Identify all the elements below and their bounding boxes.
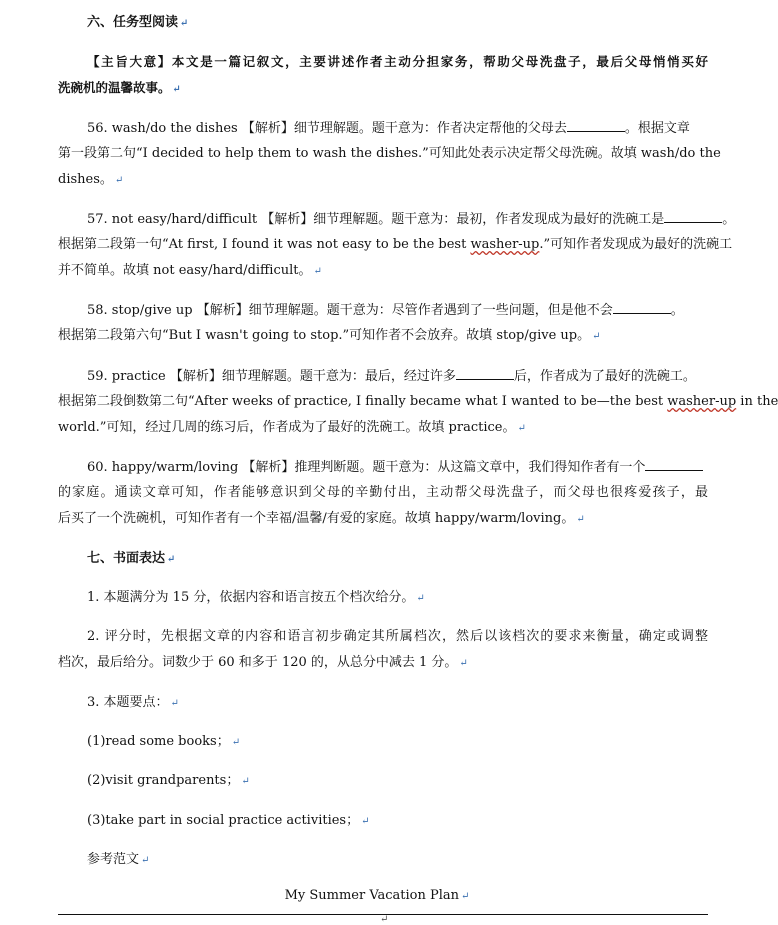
q58-line-1: 58. stop/give up 【解析】细节理解题。题干意为：尽管作者遇到了一些问题，但是他不会 。 bbox=[87, 303, 684, 318]
summary-line-2: 洗碗机的温馨故事。 ↵ bbox=[58, 80, 181, 95]
q56-line-1: 56. wash/do the dishes 【解析】细节理解题。题干意为：作者决定帮他的父母去 。根据文章 bbox=[87, 121, 690, 136]
answer-blank bbox=[664, 210, 722, 223]
q56-line-3: dishes。 ↵ bbox=[58, 172, 124, 187]
page-footer-mark: ↵ bbox=[380, 914, 389, 925]
answer-blank bbox=[613, 301, 671, 314]
answer-blank bbox=[456, 367, 514, 380]
rule-3: 3. 本题要点： ↵ bbox=[87, 695, 179, 710]
q56-line-2: 第一段第二句“I decided to help them to wash the dishes.”可知此处表示决定帮父母洗碗。故填 wash/do the bbox=[58, 146, 721, 161]
rule-2-line-1: 2. 评分时，先根据文章的内容和语言初步确定其所属档次，然后以该档次的要求来衡量，确定或调整 bbox=[87, 629, 708, 644]
q57-line-1: 57. not easy/hard/difficult 【解析】细节理解题。题干意为：最初，作者发现成为最好的洗碗工是 。 bbox=[87, 212, 736, 227]
sample-label: 参考范文 ↵ bbox=[87, 852, 150, 867]
point-2: (2)visit grandparents； ↵ bbox=[87, 773, 250, 788]
q58-line-2: 根据第二段第六句“But I wasn't going to stop.”可知作者不会放弃。故填 stop/give up。 ↵ bbox=[58, 328, 601, 343]
summary-line-1: 【主旨大意】本文是一篇记叙文，主要讲述作者主动分担家务，帮助父母洗盘子，最后父母悄悄买好 bbox=[87, 54, 708, 69]
q59-line-2: 根据第二段倒数第二句“After weeks of practice, I finally became what I wanted to be—the best washer-up in the bbox=[58, 394, 778, 409]
rule-1: 1. 本题满分为 15 分，依据内容和语言按五个档次给分。 ↵ bbox=[87, 590, 425, 605]
q57-line-2: 根据第二段第一句“At first, I found it was not easy to be the best washer-up.”可知作者发现成为最好的洗碗工 bbox=[58, 237, 733, 252]
section6-heading: 六、任务型阅读 ↵ bbox=[87, 15, 189, 30]
q60-line-1: 60. happy/warm/loving 【解析】推理判断题。题干意为：从这篇文章中，我们得知作者有一个 bbox=[87, 458, 708, 477]
q59-line-3: world.”可知，经过几周的练习后，作者成为了最好的洗碗工。故填 practice。 ↵ bbox=[58, 420, 526, 435]
answer-blank bbox=[645, 458, 703, 471]
q59-line-1: 59. practice 【解析】细节理解题。题干意为：最后，经过许多 后，作者成为了最好的洗碗工。 bbox=[87, 369, 696, 384]
rule-2-line-2: 档次，最后给分。词数少于 60 和多于 120 的，从总分中减去 1 分。 ↵ bbox=[58, 655, 468, 670]
q60-line-3: 后买了一个洗碗机，可知作者有一个幸福/温馨/有爱的家庭。故填 happy/warm/loving。 ↵ bbox=[58, 511, 585, 526]
q57-line-3: 并不简单。故填 not easy/hard/difficult。 ↵ bbox=[58, 263, 322, 278]
essay-title: My Summer Vacation Plan ↵ bbox=[284, 888, 470, 903]
section7-heading: 七、书面表达 ↵ bbox=[87, 551, 176, 566]
point-3: (3)take part in social practice activities； ↵ bbox=[87, 813, 370, 828]
q60-line-2: 的家庭。通读文章可知，作者能够意识到父母的辛勤付出，主动帮父母洗盘子，而父母也很疼爱孩子，最 bbox=[58, 485, 708, 500]
point-1: (1)read some books； ↵ bbox=[87, 734, 241, 749]
answer-blank bbox=[567, 119, 625, 132]
